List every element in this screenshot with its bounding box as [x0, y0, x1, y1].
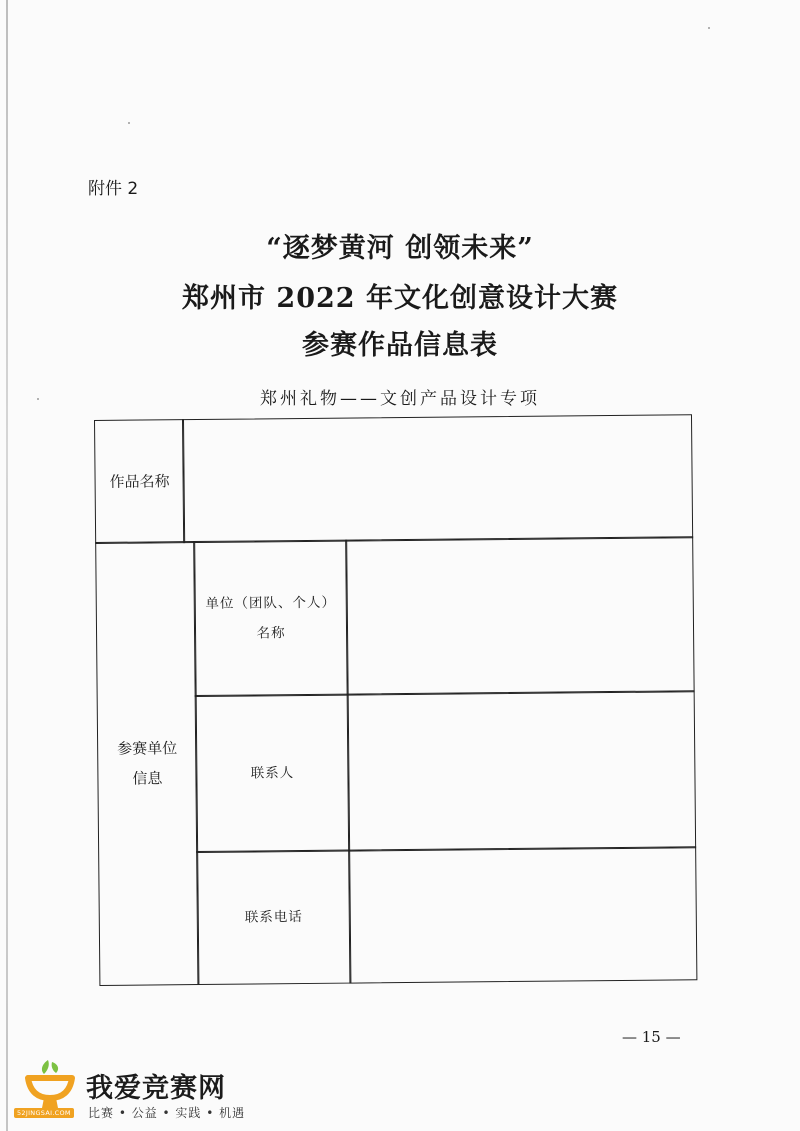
contact-phone-label: [196, 850, 351, 985]
trophy-icon: [18, 1058, 82, 1112]
scan-speck: [128, 122, 130, 124]
title-line-2: 郑州市 2022 年文化创意设计大赛: [182, 283, 618, 314]
unit-name-label-line-1: 单位（团队、个人）: [205, 594, 337, 612]
watermark-logo: [14, 1058, 274, 1124]
work-name-label: [94, 419, 185, 544]
subtitle: 郑州礼物——文创产品设计专项: [260, 389, 540, 409]
page-number: — 15 —: [622, 1028, 681, 1046]
participant-info-label-line-1: 参赛单位: [117, 739, 178, 758]
watermark-brand: 我爱竞赛网: [86, 1073, 226, 1104]
info-table: [94, 414, 697, 986]
watermark-domain: 52JINGSAI.COM: [14, 1108, 74, 1118]
title-line-3: 参赛作品信息表: [302, 330, 498, 361]
contact-person-label-text: 联系人: [250, 765, 295, 782]
scan-speck: [708, 27, 710, 29]
attachment-label: 附件 2: [88, 179, 139, 199]
unit-name-value-cell[interactable]: [345, 536, 694, 695]
contact-person-value-cell[interactable]: [347, 690, 697, 851]
scan-edge: [6, 0, 8, 1131]
unit-name-label-line-2: 名称: [256, 625, 286, 642]
contact-phone-value-cell[interactable]: [348, 846, 697, 983]
work-name-value-cell[interactable]: [182, 414, 693, 543]
contact-person-label: [195, 694, 351, 853]
participant-info-label: [95, 541, 199, 986]
participant-info-label-line-2: 信息: [132, 769, 163, 788]
unit-name-label: [193, 540, 348, 697]
watermark-tagline: 比赛 • 公益 • 实践 • 机遇: [88, 1106, 246, 1120]
work-name-label-text: 作品名称: [109, 472, 170, 491]
contact-phone-label-text: 联系电话: [244, 909, 303, 926]
title-line-1: “逐梦黄河 创领未来”: [266, 233, 534, 264]
